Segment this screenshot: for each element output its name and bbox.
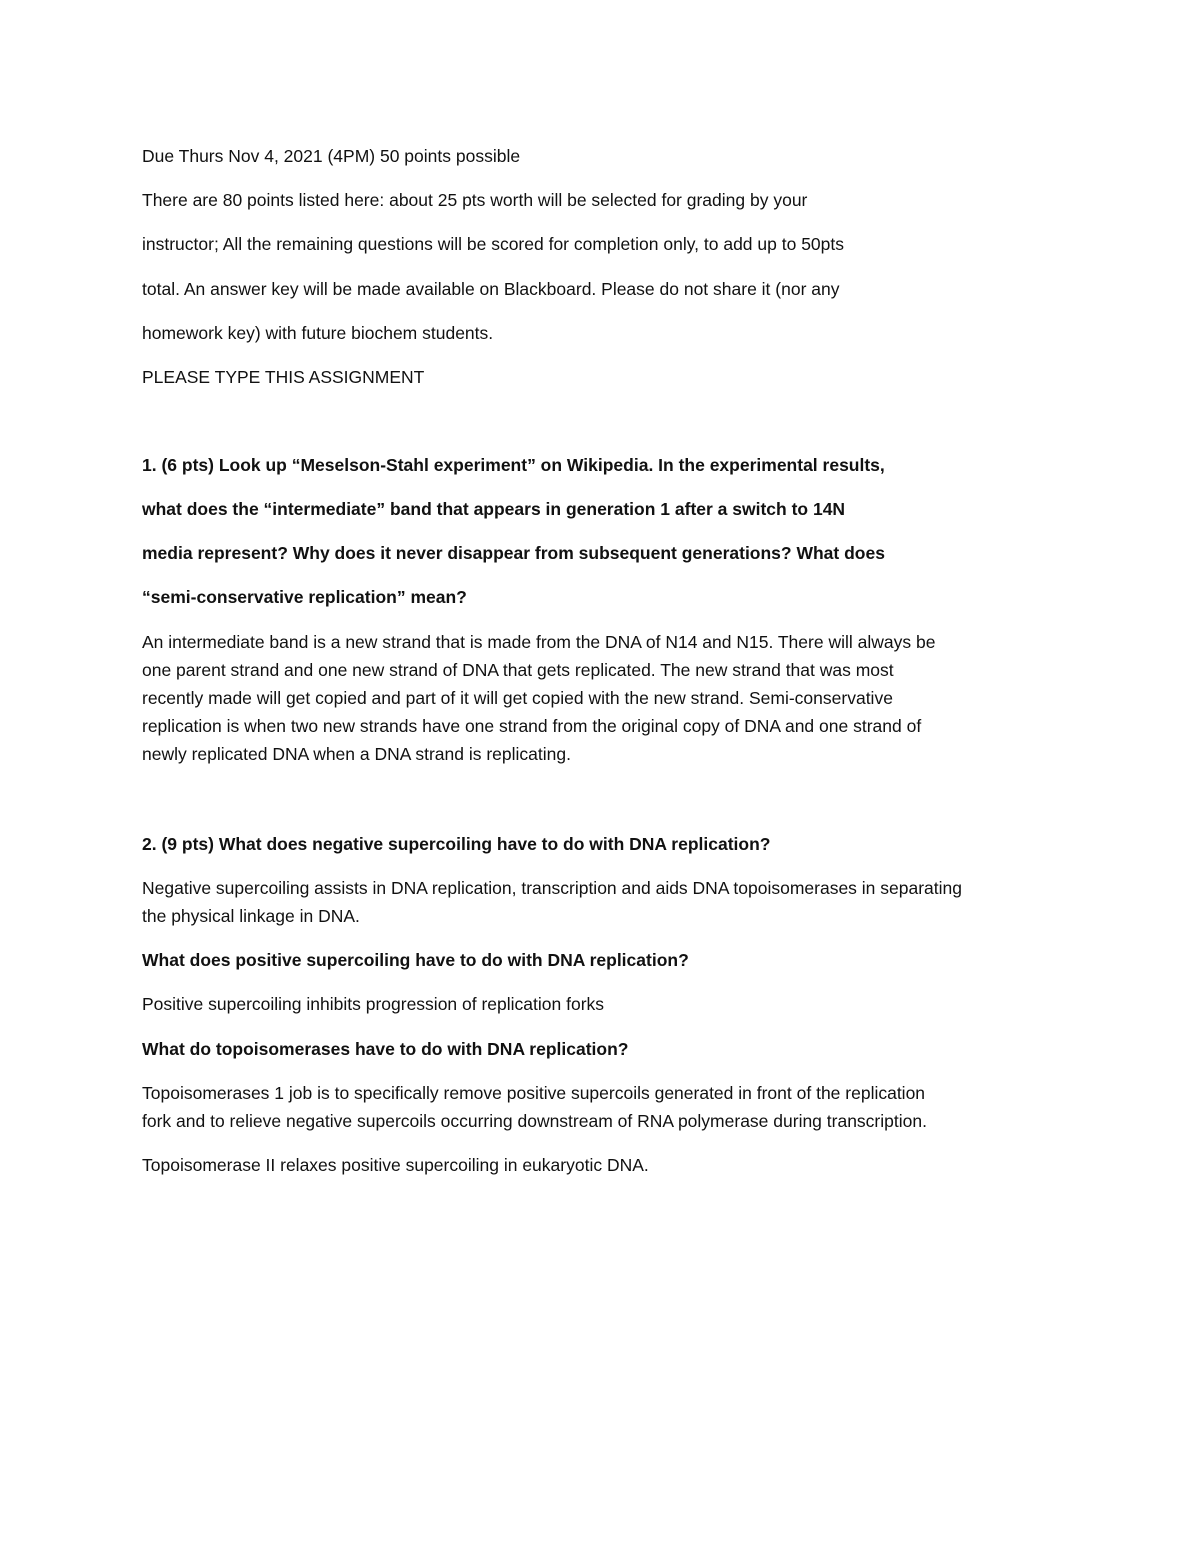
q2-answer-d: Topoisomerase II relaxes positive supercoiling in eukaryotic DNA. (142, 1155, 649, 1175)
intro-line-2: instructor; All the remaining questions will be scored for completion only, to add up to 50pts (142, 234, 844, 254)
q2-answer-c-line-2: fork and to relieve negative supercoils occurring downstream of RNA polymerase during transcription. (142, 1111, 927, 1131)
q1-question-line-4: “semi-conservative replication” mean? (142, 587, 467, 607)
q2-question-a: 2. (9 pts) What does negative supercoiling have to do with DNA replication? (142, 834, 771, 854)
q2-answer-a-line-1: Negative supercoiling assists in DNA replication, transcription and aids DNA topoisomerases in separating (142, 878, 962, 898)
instruction-line: PLEASE TYPE THIS ASSIGNMENT (142, 367, 425, 387)
q2-question-b: What does positive supercoiling have to do with DNA replication? (142, 950, 689, 970)
q1-question-line-2: what does the “intermediate” band that appears in generation 1 after a switch to 14N (142, 499, 846, 519)
q1-question-line-1: 1. (6 pts) Look up “Meselson-Stahl experiment” on Wikipedia. In the experimental results, (142, 455, 885, 475)
q1-answer-line-2: one parent strand and one new strand of DNA that gets replicated. The new strand that was most (142, 660, 894, 680)
q2-question-c: What do topoisomerases have to do with DNA replication? (142, 1039, 629, 1059)
q2-answer-b: Positive supercoiling inhibits progression of replication forks (142, 994, 605, 1014)
intro-line-3: total. An answer key will be made available on Blackboard. Please do not share it (nor any (142, 279, 840, 299)
intro-line-4: homework key) with future biochem students. (142, 323, 494, 343)
q2-answer-a-line-2: the physical linkage in DNA. (142, 906, 360, 926)
q1-answer-line-4: replication is when two new strands have one strand from the original copy of DNA and one strand of (142, 716, 922, 736)
q2-answer-c-line-1: Topoisomerases 1 job is to specifically remove positive supercoils generated in front of the replication (142, 1083, 926, 1103)
intro-line-1: There are 80 points listed here: about 25 pts worth will be selected for grading by your (142, 190, 808, 210)
q1-answer-line-1: An intermediate band is a new strand that is made from the DNA of N14 and N15. There will always be (142, 632, 936, 652)
q1-question-line-3: media represent? Why does it never disappear from subsequent generations? What does (142, 543, 885, 563)
due-date-line: Due Thurs Nov 4, 2021 (4PM) 50 points possible (142, 146, 521, 166)
q1-answer-line-5: newly replicated DNA when a DNA strand is replicating. (142, 744, 571, 764)
q1-answer-line-3: recently made will get copied and part of it will get copied with the new strand. Semi-conservative (142, 688, 893, 708)
